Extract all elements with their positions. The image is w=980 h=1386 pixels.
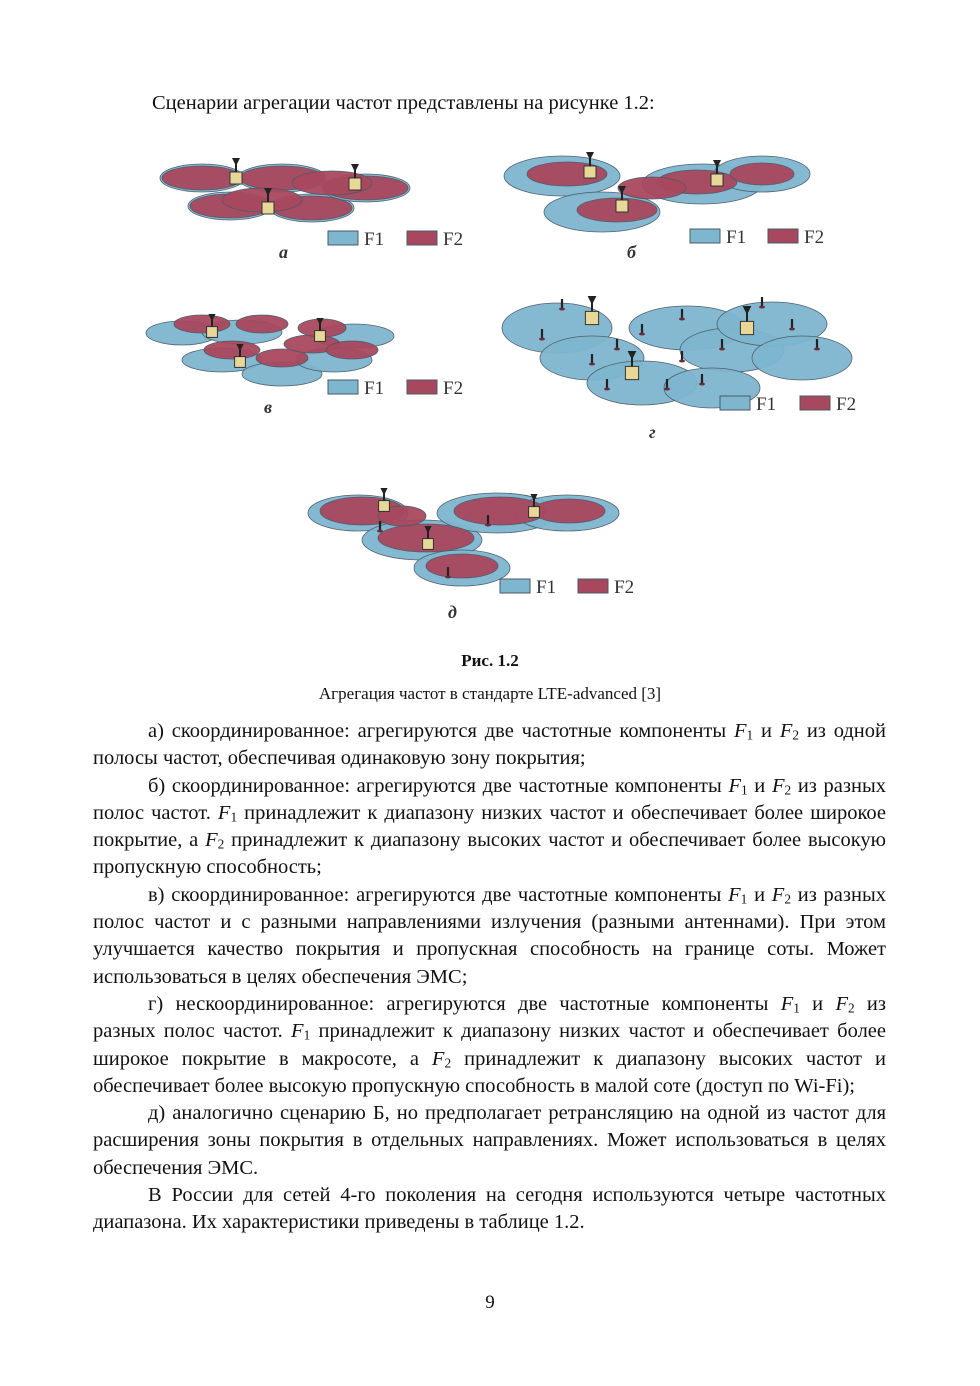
legend-f2-swatch [578,579,608,593]
legend-f1-label: F1 [536,577,557,598]
base-station-node [423,539,434,550]
base-station-node [235,357,246,368]
legend-f2-label: F2 [804,227,825,248]
small-cell-base [589,363,595,366]
figure-1-2 [122,128,862,643]
paragraph-c: в) скоординированное: агрегируются две частотные компоненты $F_1$ и $F_2$ из разных полос частот и с разными направлениями излучения (разными антеннами). При этом улучшается качество покрытия и пропускная способность на границе соты. Может использоваться в целях обеспечения ЭМС; [93,883,886,988]
legend-f1-label: F1 [756,394,777,415]
aggregation-scenarios-diagram [122,128,862,643]
small-cell-base [759,306,765,309]
small-cell-base [485,524,491,527]
legend-f2-label: F2 [614,577,635,598]
legend-f2-label: F2 [443,378,464,399]
antenna-head [380,488,387,495]
paragraph-a: а) скоординированное: агрегируются две частотные компоненты $F_1$ и $F_2$ из одной полосы частот, обеспечивая одинаковую зону покрытия; [93,720,886,770]
base-station-node [711,174,723,186]
base-station-node [315,331,326,342]
legend-f2-swatch [768,229,798,243]
paragraph-b: б) скоординированное: агрегируются две частотные компоненты $F_1$ и $F_2$ из разных полос частот. $F_1$ принадлежит к диапазону низких частот и обеспечивает более широкое покрытие, а $F_2$ принадлежит к диапазону высоких частот и обеспечивает более высокую пропускную способность; [93,774,887,879]
small-cell-base [679,318,685,321]
f2-coverage-cell [174,315,230,333]
panel-e-legend [500,577,634,598]
base-station-node [616,200,628,212]
legend-f1-label: F1 [726,227,747,248]
small-cell-base [445,576,451,579]
f2-coverage-cell [618,177,686,199]
small-cell-base [699,383,705,386]
small-cell-base [664,388,670,391]
f2-coverage-cell [236,315,288,333]
panel-e-label: д [448,602,457,622]
paragraph-d: г) нескоординированное: агрегируются две частотные компоненты $F_1$ и $F_2$ из разных полос частот. $F_1$ принадлежит к диапазону низких частот и обеспечивает более широкое покрытие в макросоте, а $F_2$ принадлежит к диапазону высоких частот и обеспечивает более высокую пропускную способность в малой соте (доступ по Wi-Fi); [93,992,886,1097]
base-station-node [585,311,598,324]
antenna-head [588,296,597,305]
panel-c-legend [328,378,463,399]
panel-b-label: б [627,242,636,262]
panel-a-label: а [279,242,288,262]
f2-coverage-cell [426,554,498,578]
panel-a-legend [328,229,463,250]
figure-caption-text: Агрегация частот в стандарте LTE-advanced [3] [318,684,662,703]
small-cell-base [559,308,565,311]
f1-coverage-cell [752,336,852,380]
small-cell-base [679,360,685,363]
panel-b-legend [690,227,824,248]
legend-f1-label: F1 [364,378,385,399]
page-number: 9 [485,1292,495,1313]
small-cell-base [814,348,820,351]
base-station-node [584,166,596,178]
legend-f1-swatch [328,231,358,245]
intro-sentence: Сценарии агрегации частот представлены на рисунке 1.2: [152,92,655,114]
panel-d-legend [720,394,856,415]
antenna-head [232,158,240,166]
legend-f1-swatch [328,380,358,394]
f2-coverage-cell [730,163,794,185]
small-cell-base [639,333,645,336]
panel-c-label: в [264,397,273,417]
legend-f1-swatch [720,396,750,410]
paragraph-russia: В России для сетей 4-го поколения на сегодня используются четыре частотных диапазона. Их характеристики приведены в таблице 1.2. [93,1184,886,1234]
body-text [93,718,886,1237]
f2-coverage-cell [326,341,378,359]
small-cell-base [614,348,620,351]
panel-c-diagram [146,314,394,386]
base-station-node [349,178,361,190]
legend-f2-swatch [407,231,437,245]
panel-a-diagram [160,158,410,222]
f2-coverage-cell [204,341,260,359]
base-station-node [529,507,540,518]
small-cell-base [719,348,725,351]
legend-f1-swatch [690,229,720,243]
panel-d-label: г [649,422,656,442]
panel-e-diagram [308,488,619,586]
base-station-node [625,366,638,379]
base-station-node [262,202,274,214]
antenna-head [351,164,359,172]
legend-f2-swatch [800,396,830,410]
base-station-node [379,501,390,512]
small-cell-base [377,530,383,533]
legend-f2-label: F2 [443,229,464,250]
legend-f1-label: F1 [364,229,385,250]
legend-f1-swatch [500,579,530,593]
legend-f2-swatch [407,380,437,394]
f2-coverage-cell [533,499,605,523]
base-station-node [230,172,242,184]
panel-d-diagram [502,296,852,408]
legend-f2-label: F2 [836,394,857,415]
base-station-node [740,321,753,334]
figure-caption-title: Рис. 1.2 [461,651,519,670]
paragraph-e: д) аналогично сценарию Б, но предполагает ретрансляцию на одной из частот для расширения зоны покрытия в отдельных направлениях. Может использоваться в целях обеспечения ЭМС. [93,1102,886,1179]
small-cell-base [604,388,610,391]
panel-b-diagram [504,152,810,232]
small-cell-base [539,338,545,341]
base-station-node [207,327,218,338]
small-cell-base [789,328,795,331]
